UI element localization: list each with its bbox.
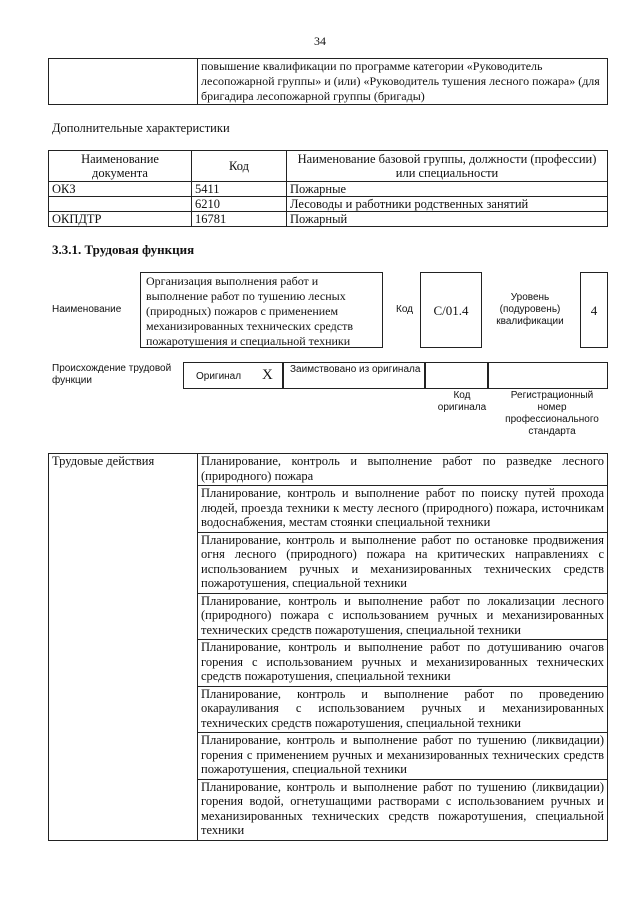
- qualification-table-continuation: [48, 58, 608, 105]
- qualification-text: повышение квалификации по программе категории «Руководитель лесопожарной группы» и (или) «Руководитель тушения лесного пожара» (для бригадира лесопожарной группы (бригады): [198, 59, 608, 105]
- function-name-box: Организация выполнения работ и выполнение работ по тушению лесных (природных) пожаров с применением механизированных технических средств пожаротушения и специальной техники: [140, 272, 383, 348]
- table-row: [49, 212, 608, 227]
- section-heading: 3.3.1. Трудовая функция: [52, 242, 195, 257]
- origin-label: Происхождение трудовой функции: [52, 363, 172, 386]
- col-header-code: Код: [192, 151, 287, 182]
- cell-group-name: Пожарные: [287, 182, 608, 197]
- col-header-document: Наименование документа: [49, 151, 192, 182]
- table-row: [49, 197, 608, 212]
- name-label: Наименование: [52, 304, 122, 315]
- borrowed-label: Заимствовано из оригинала: [290, 364, 421, 375]
- cell-code: 16781: [192, 212, 287, 227]
- code-label: Код: [396, 304, 414, 315]
- code-original-cell: [425, 362, 488, 389]
- empty-cell: [49, 59, 198, 105]
- page-number: 34: [314, 34, 326, 48]
- level-label: Уровень (подуровень) квалификации: [496, 292, 564, 327]
- original-cell: [183, 362, 283, 389]
- labor-actions-table: [48, 453, 608, 841]
- original-label: Оригинал: [196, 371, 242, 382]
- reg-number-label: Регистрационный номер профессионального стандарта: [505, 390, 599, 437]
- reg-number-cell: [488, 362, 608, 389]
- list-item: Планирование, контроль и выполнение работ по дотушиванию очагов горения с использованием ручных и механизированных технических средств пожаротушения, специальной техники: [198, 640, 608, 687]
- list-item: Планирование, контроль и выполнение работ по локализации лесного (природного) пожара с использованием ручных и механизированных технических средств пожаротушения, специальной техники: [198, 593, 608, 640]
- labor-actions-label: Трудовые действия: [49, 454, 198, 841]
- original-x-mark: X: [262, 367, 273, 383]
- cell-document: [49, 197, 192, 212]
- additional-heading: Дополнительные характеристики: [52, 121, 230, 135]
- list-item: Планирование, контроль и выполнение работ по тушению (ликвидации) горения с применением ручных и механизированных технических средств пожаротушения, специальной техники: [198, 733, 608, 780]
- table-header-row: [49, 151, 608, 182]
- table-row: [49, 182, 608, 197]
- cell-code: 6210: [192, 197, 287, 212]
- list-item: Планирование, контроль и выполнение работ по остановке продвижения огня лесного (природного) пожара на критических направлениях с использованием ручных и механизированных технических средств пожаротушения, специальной техники: [198, 532, 608, 593]
- list-item: Планирование, контроль и выполнение работ по разведке лесного (природного) пожара: [198, 454, 608, 486]
- list-item: Планирование, контроль и выполнение работ по проведению окарауливания с использованием ручных и механизированных технических средств пожаротушения, специальной техники: [198, 686, 608, 733]
- function-code-box: C/01.4: [420, 272, 482, 348]
- cell-document: ОКПДТР: [49, 212, 192, 227]
- table-row: [49, 454, 608, 486]
- cell-group-name: Пожарный: [287, 212, 608, 227]
- cell-group-name: Лесоводы и работники родственных занятий: [287, 197, 608, 212]
- list-item: Планирование, контроль и выполнение работ по поиску путей прохода людей, проезда техники к месту лесного (природного) пожара, источникам водоснабжения, местам стоянки специальной техники: [198, 486, 608, 533]
- cell-code: 5411: [192, 182, 287, 197]
- additional-characteristics-table: [48, 150, 608, 227]
- list-item: Планирование, контроль и выполнение работ по тушению (ликвидации) горения водой, огнетушащими растворами с использованием ручных и механизированных технических средств пожаротушения, специальной техники: [198, 779, 608, 840]
- borrowed-cell: [283, 362, 425, 389]
- col-header-group-name: Наименование базовой группы, должности (профессии) или специальности: [287, 151, 608, 182]
- cell-document: ОКЗ: [49, 182, 192, 197]
- code-original-label: Код оригинала: [437, 390, 487, 413]
- level-value-box: 4: [580, 272, 608, 348]
